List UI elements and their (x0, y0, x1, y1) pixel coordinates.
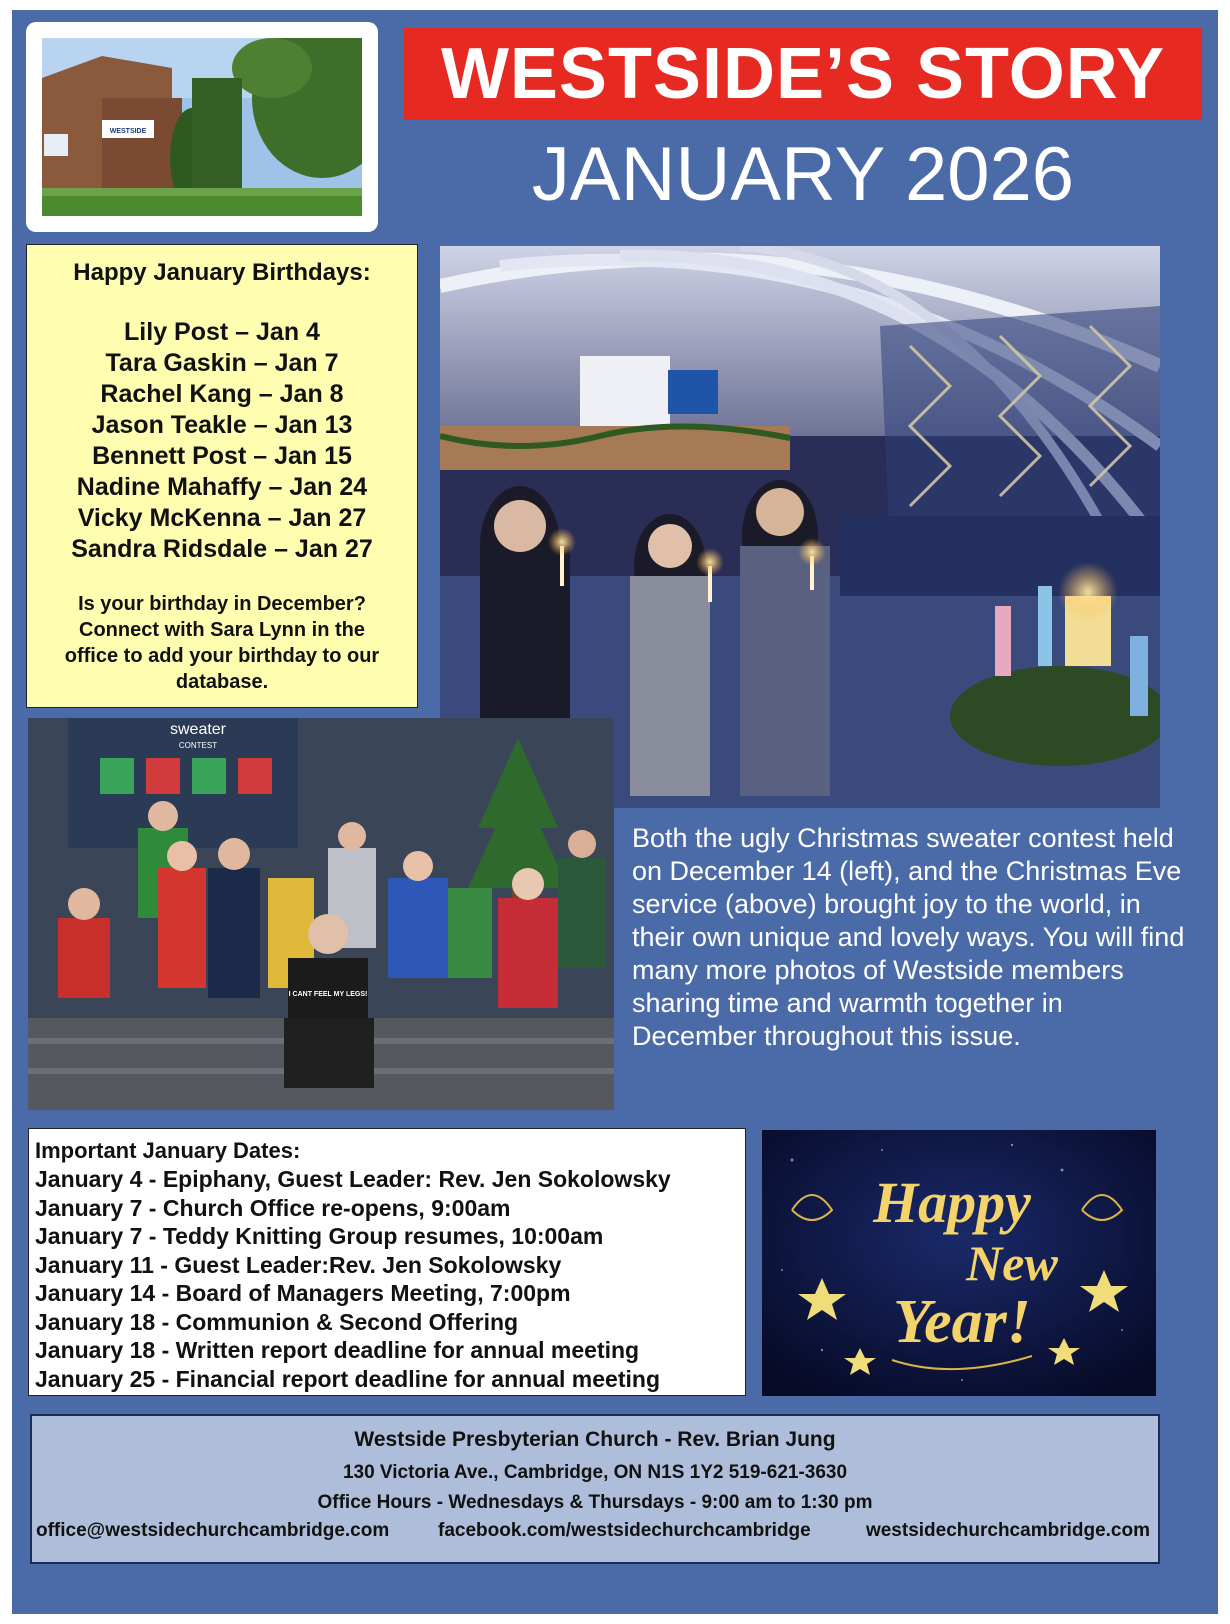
email-link[interactable]: office@westsidechurchcambridge.com (36, 1520, 390, 1541)
church-name: Westside Presbyterian Church - Rev. Brian Jung (354, 1428, 836, 1451)
birthday-item: Rachel Kang – Jan 8 (100, 380, 344, 408)
church-building-illustration (42, 38, 362, 216)
important-dates-box (28, 1128, 746, 1396)
birthday-item: Nadine Mahaffy – Jan 24 (76, 473, 368, 501)
birthday-item: Lily Post – Jan 4 (124, 318, 320, 346)
church-contact-footer (30, 1414, 1160, 1564)
svg-text:Happy: Happy (873, 1170, 1031, 1235)
birthday-item: Jason Teakle – Jan 13 (91, 411, 353, 439)
birthdays-box (26, 244, 418, 708)
date-item: January 11 - Guest Leader:Rev. Jen Sokolowsky (35, 1251, 562, 1278)
church-address: 130 Victoria Ave., Cambridge, ON N1S 1Y2 519-621-3630 (342, 1462, 848, 1483)
date-item: January 4 - Epiphany, Guest Leader: Rev. Jen Sokolowsky (35, 1166, 671, 1192)
photo-caption: Both the ugly Christmas sweater contest held on December 14 (left), and the Christmas Eve service (above) brought joy to the world, in their own unique and lovely ways. You will find many more photos of Westside members sharing time and warmth together in December throughout this issue. (632, 823, 1185, 1051)
birthdays-note: Is your birthday in December? Connect with Sara Lynn in the office to add your birthday to our database. (64, 593, 380, 693)
birthday-item: Bennett Post – Jan 15 (92, 442, 352, 470)
svg-text:sweater: sweater (169, 721, 227, 738)
happy-new-year-illustration (762, 1130, 1156, 1396)
happy-new-year-graphic (762, 1130, 1156, 1396)
svg-text:WESTSIDE: WESTSIDE (109, 128, 147, 135)
svg-text:I CANT FEEL MY LEGS!: I CANT FEEL MY LEGS! (288, 991, 368, 998)
date-item: January 7 - Church Office re-opens, 9:00am (35, 1194, 511, 1221)
date-item: January 25 - Financial report deadline for annual meeting (35, 1365, 660, 1392)
date-item: January 7 - Teddy Knitting Group resumes, 10:00am (35, 1223, 604, 1249)
svg-text:New: New (966, 1235, 1058, 1291)
facebook-link[interactable]: facebook.com/westsidechurchcambridge (438, 1520, 811, 1541)
date-item: January 14 - Board of Managers Meeting, 7:00pm (35, 1280, 571, 1306)
newsletter-page (12, 10, 1218, 1614)
issue-date: JANUARY 2026 (531, 132, 1075, 217)
office-hours: Office Hours - Wednesdays & Thursdays - 9:00 am to 1:30 pm (317, 1492, 873, 1513)
birthday-item: Sandra Ridsdale – Jan 27 (71, 535, 373, 563)
church-building-photo (42, 38, 362, 216)
birthdays-list (27, 317, 417, 565)
date-item: January 18 - Communion & Second Offering (35, 1308, 519, 1335)
sweater-contest-illustration (28, 718, 614, 1110)
website-link[interactable]: westsidechurchcambridge.com (865, 1520, 1150, 1541)
newsletter-title: WESTSIDE’S STORY (440, 34, 1166, 114)
birthdays-heading: Happy January Birthdays: (73, 259, 371, 286)
church-building-photo-frame (26, 22, 378, 232)
important-dates-heading: Important January Dates: (35, 1138, 301, 1163)
birthday-item: Tara Gaskin – Jan 7 (105, 349, 339, 377)
birthday-item: Vicky McKenna – Jan 27 (77, 504, 367, 532)
newsletter-title-banner (404, 28, 1202, 120)
sweater-contest-photo (28, 718, 614, 1110)
svg-text:CONTEST: CONTEST (178, 741, 218, 750)
svg-text:Year!: Year! (893, 1288, 1031, 1356)
date-item: January 18 - Written report deadline for annual meeting (35, 1337, 640, 1363)
